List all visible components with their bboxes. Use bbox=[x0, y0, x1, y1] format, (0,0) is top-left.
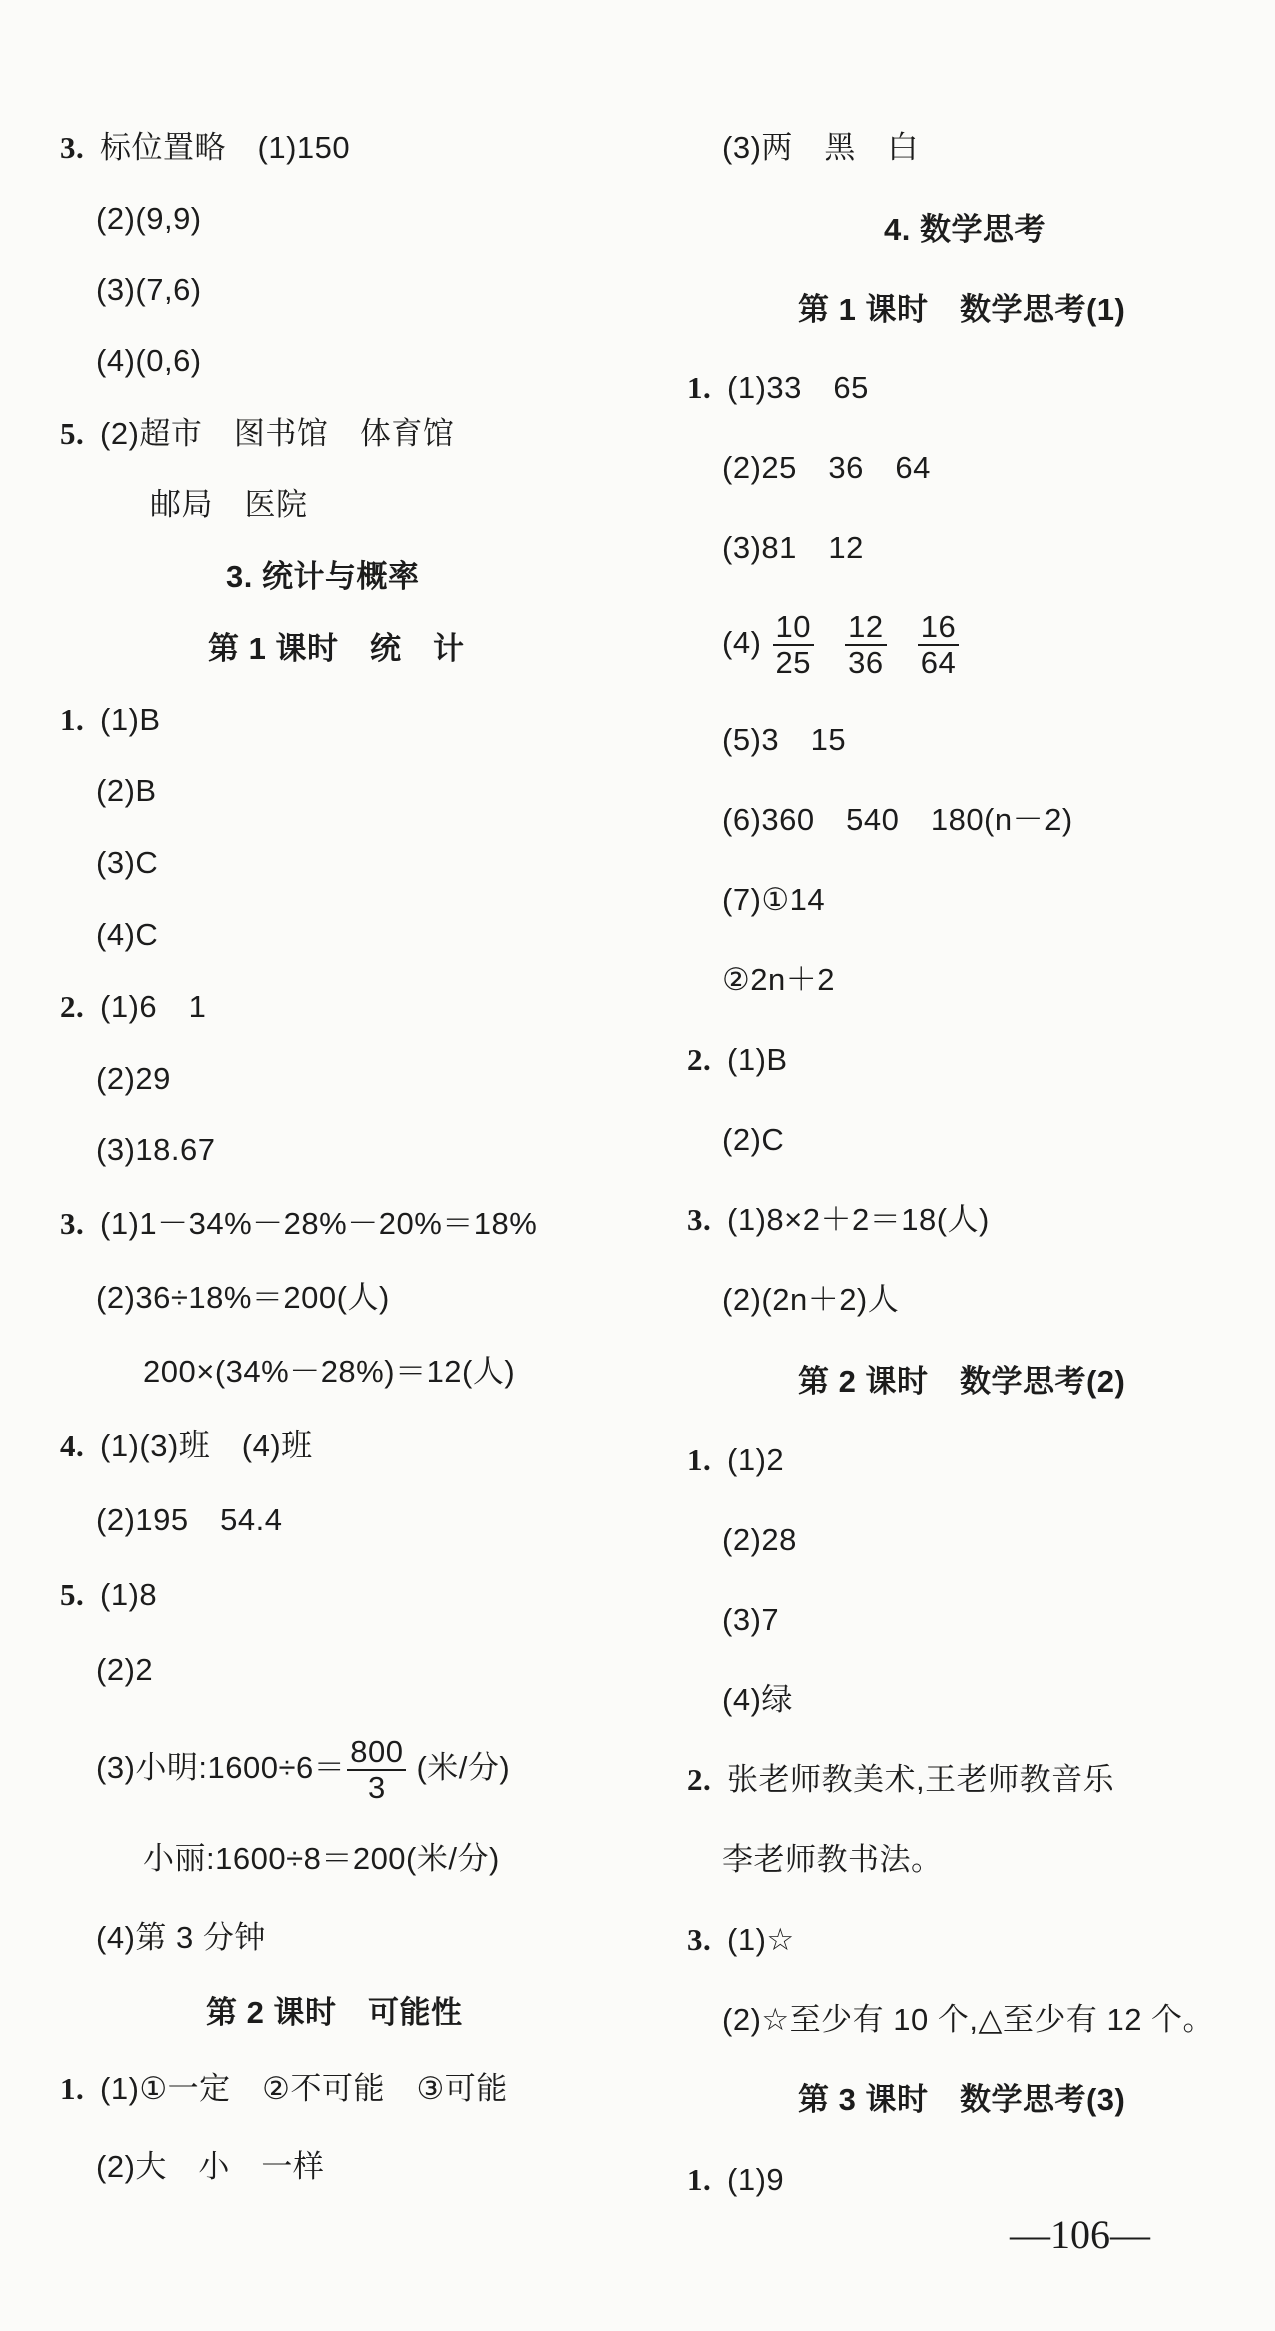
answer-line bbox=[687, 1920, 795, 1960]
lesson-heading: 第 3 课时 数学思考(3) bbox=[798, 2082, 1126, 2117]
item-number: 2. bbox=[687, 1762, 712, 1797]
item-number: 1. bbox=[60, 702, 85, 737]
answer-text: (1)33 65 bbox=[727, 370, 869, 405]
answer-line: (4)第 3 分钟 bbox=[96, 1920, 266, 1955]
answer-text: 标位置略 (1)150 bbox=[100, 130, 351, 165]
answer-line bbox=[687, 2160, 784, 2200]
answer-line bbox=[687, 1440, 784, 1480]
answer-line: 李老师教书法。 bbox=[722, 1842, 943, 1877]
item-number: 5. bbox=[60, 1577, 85, 1612]
lesson-heading: 第 1 课时 数学思考(1) bbox=[798, 292, 1126, 327]
answer-text: (1)6 1 bbox=[100, 989, 207, 1024]
fraction-numerator: 10 bbox=[773, 610, 814, 646]
fraction-denominator: 3 bbox=[367, 1770, 386, 1805]
answer-text: (1)2 bbox=[727, 1442, 785, 1477]
answer-line: 小丽:1600÷8＝200(米/分) bbox=[143, 1841, 500, 1876]
item-number: 2. bbox=[60, 989, 85, 1024]
answer-line bbox=[60, 128, 350, 168]
answer-line bbox=[60, 1575, 157, 1615]
item-number: 2. bbox=[687, 1042, 712, 1077]
answer-line: ②2n＋2 bbox=[722, 962, 836, 997]
answer-line bbox=[687, 1200, 990, 1240]
answer-text: (1)8 bbox=[100, 1577, 158, 1612]
fraction-numerator: 16 bbox=[918, 610, 959, 646]
answer-text: (1)(3)班 (4)班 bbox=[100, 1428, 313, 1463]
answer-line: (2)28 bbox=[722, 1522, 797, 1557]
answer-text: (1)①一定 ②不可能 ③可能 bbox=[100, 2071, 508, 2106]
answer-line: (4)(0,6) bbox=[96, 343, 202, 378]
answer-line bbox=[687, 368, 869, 408]
answer-line: (2)195 54.4 bbox=[96, 1502, 283, 1537]
answer-line: (2)25 36 64 bbox=[722, 450, 931, 485]
answer-line: (2)(2n＋2)人 bbox=[722, 1282, 900, 1317]
answer-line: (4)C bbox=[96, 917, 159, 952]
fraction-denominator: 25 bbox=[775, 645, 811, 680]
item-number: 4. bbox=[60, 1428, 85, 1463]
answer-line: (2)C bbox=[722, 1122, 785, 1157]
answer-line: (2)B bbox=[96, 773, 157, 808]
answer-line bbox=[60, 987, 206, 1027]
fraction-denominator: 64 bbox=[920, 645, 957, 680]
answer-line: (7)①14 bbox=[722, 882, 826, 917]
answer-line bbox=[60, 700, 161, 740]
answer-line: (5)3 15 bbox=[722, 722, 847, 757]
answer-line: (2)2 bbox=[96, 1652, 154, 1687]
answer-line bbox=[60, 1204, 537, 1244]
answer-line: (2)大 小 一样 bbox=[96, 2149, 325, 2184]
item-number: 3. bbox=[60, 130, 85, 165]
answer-line: (3)81 12 bbox=[722, 530, 864, 565]
answer-line-fraction bbox=[96, 1735, 510, 1805]
answer-line: (2)(9,9) bbox=[96, 201, 202, 236]
fraction bbox=[347, 1735, 406, 1805]
answer-text: (1)B bbox=[100, 702, 161, 737]
answer-line bbox=[60, 2069, 508, 2109]
item-number: 5. bbox=[60, 416, 85, 451]
lesson-heading: 第 2 课时 可能性 bbox=[206, 1995, 463, 2030]
answer-line: (6)360 540 180(n－2) bbox=[722, 802, 1073, 837]
lesson-heading: 第 1 课时 统 计 bbox=[208, 631, 465, 666]
answer-text: (1)8×2＋2＝18(人) bbox=[727, 1202, 990, 1237]
item-number: 1. bbox=[60, 2071, 85, 2106]
answer-line: 200×(34%－28%)＝12(人) bbox=[143, 1354, 516, 1389]
answer-text: (1)B bbox=[727, 1042, 788, 1077]
answer-text: (3)小明:1600÷6＝ bbox=[96, 1750, 346, 1786]
fraction bbox=[845, 610, 886, 680]
answer-line: (2)29 bbox=[96, 1061, 171, 1096]
fraction-numerator: 12 bbox=[845, 610, 886, 646]
answer-text: (4) bbox=[722, 625, 762, 661]
fraction bbox=[918, 610, 959, 680]
answer-line: (2)☆至少有 10 个,△至少有 12 个。 bbox=[722, 2002, 1215, 2037]
fraction-numerator: 800 bbox=[347, 1735, 406, 1771]
answer-text: (2)超市 图书馆 体育馆 bbox=[100, 416, 455, 451]
answer-unit: (米/分) bbox=[416, 1750, 511, 1786]
answer-line bbox=[60, 1426, 313, 1466]
answer-line: (4)绿 bbox=[722, 1682, 793, 1717]
section-heading: 4. 数学思考 bbox=[884, 212, 1046, 247]
fraction bbox=[773, 610, 814, 680]
answer-text: 张老师教美术,王老师教音乐 bbox=[727, 1762, 1115, 1797]
item-number: 1. bbox=[687, 2162, 712, 2197]
item-number: 1. bbox=[687, 1442, 712, 1477]
item-number: 3. bbox=[687, 1922, 712, 1957]
answer-line: (3)C bbox=[96, 845, 159, 880]
item-number: 1. bbox=[687, 370, 712, 405]
answer-line: 邮局 医院 bbox=[150, 487, 308, 522]
answer-line bbox=[60, 414, 454, 454]
answer-text: (1)☆ bbox=[727, 1922, 795, 1957]
answer-text: (1)9 bbox=[727, 2162, 785, 2197]
answer-line: (3)两 黑 白 bbox=[722, 130, 919, 165]
answer-line: (3)18.67 bbox=[96, 1132, 216, 1167]
item-number: 3. bbox=[60, 1206, 85, 1241]
item-number: 3. bbox=[687, 1202, 712, 1237]
answer-line bbox=[687, 1040, 788, 1080]
answer-line: (3)(7,6) bbox=[96, 272, 202, 307]
answer-line: (2)36÷18%＝200(人) bbox=[96, 1280, 390, 1315]
answer-line: (3)7 bbox=[722, 1602, 780, 1637]
answer-text: (1)1－34%－28%－20%＝18% bbox=[100, 1206, 538, 1241]
fraction-denominator: 36 bbox=[848, 645, 884, 680]
section-heading: 3. 统计与概率 bbox=[226, 559, 420, 594]
lesson-heading: 第 2 课时 数学思考(2) bbox=[798, 1364, 1126, 1399]
page-number: —106— bbox=[1010, 2212, 1150, 2257]
answer-line-fractions bbox=[722, 610, 969, 680]
answer-line bbox=[687, 1760, 1114, 1800]
